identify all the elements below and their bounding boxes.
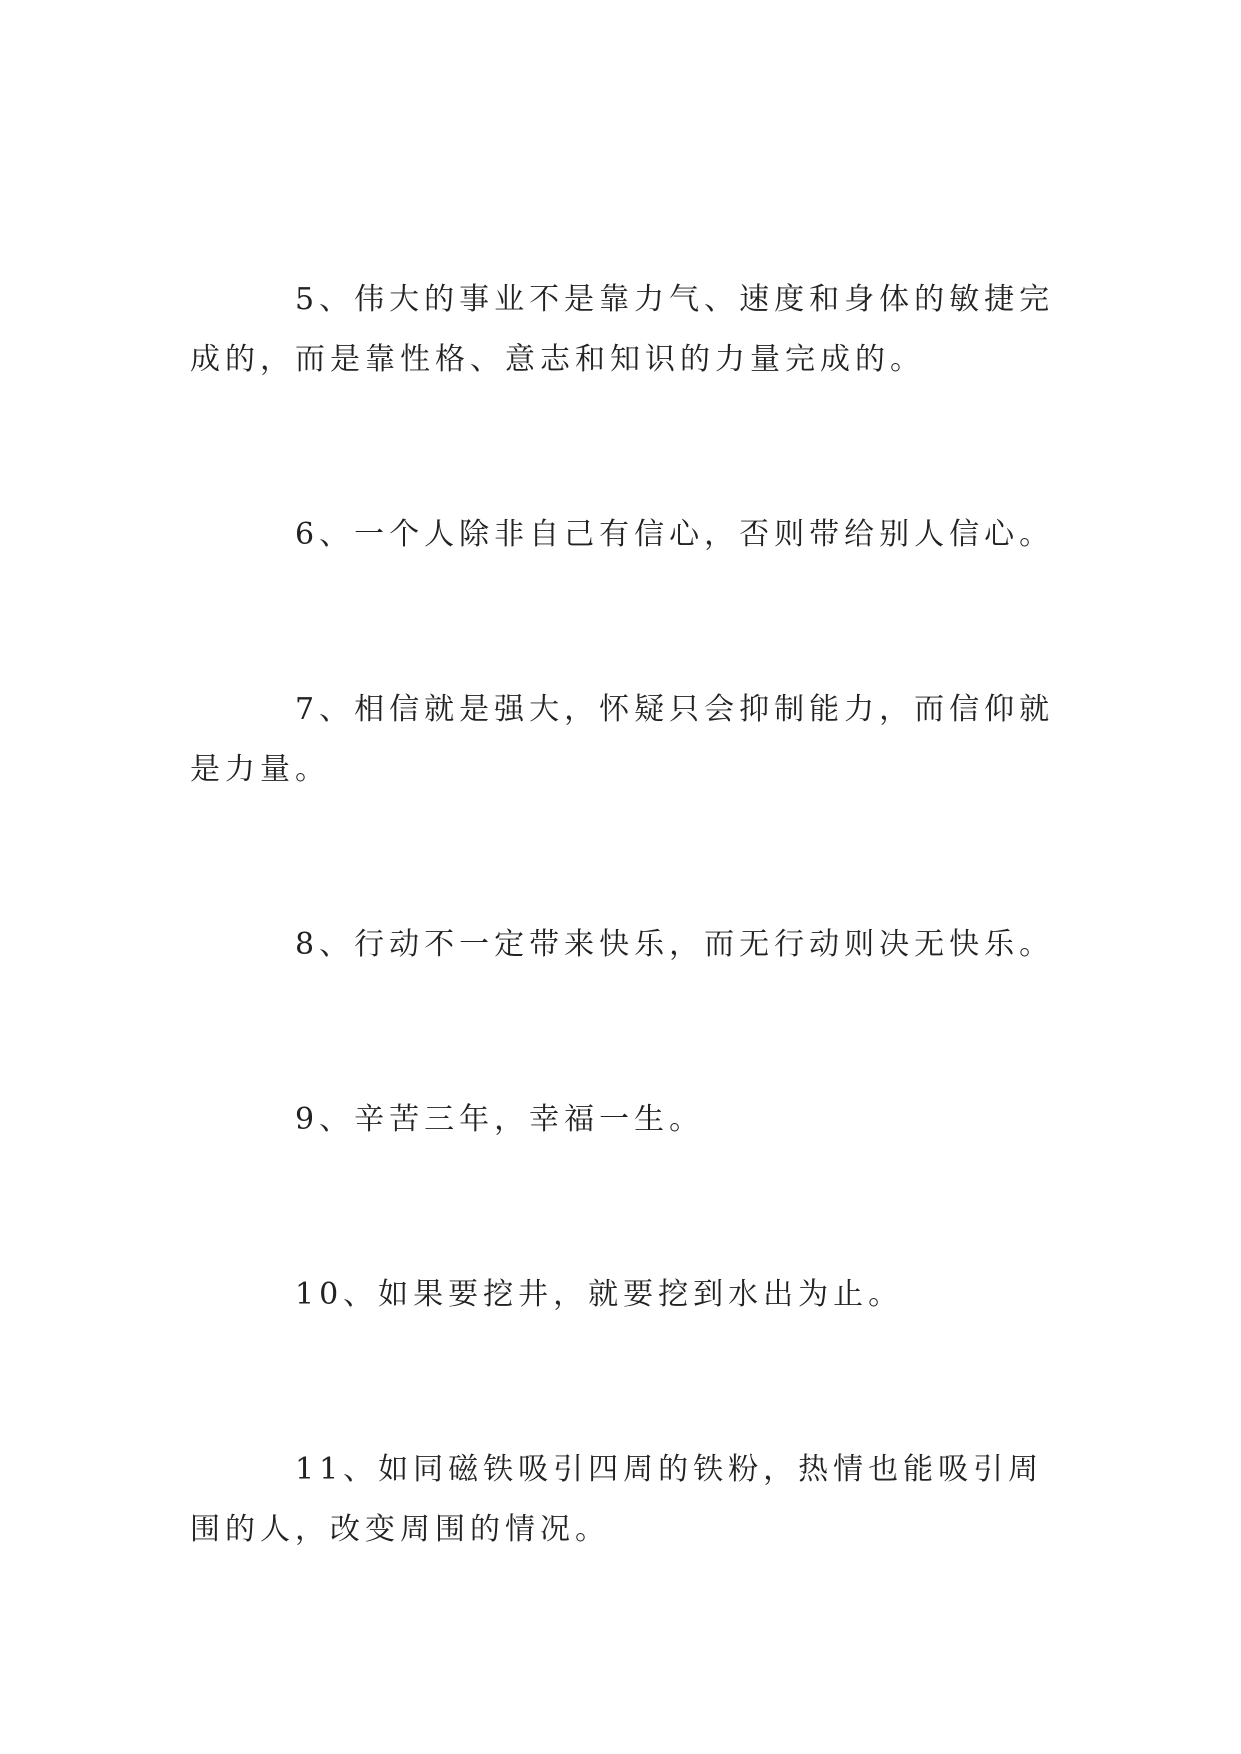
- quote-paragraph-10: 10、如果要挖井，就要挖到水出为止。: [295, 1277, 904, 1312]
- quote-paragraph-11: 11、如同磁铁吸引四周的铁粉，热情也能吸引周围的人，改变周围的情况。: [190, 1452, 1044, 1547]
- quote-paragraph-5: 5、伟大的事业不是靠力气、速度和身体的敏捷完成的，而是靠性格、意志和知识的力量完成的。: [190, 282, 1055, 377]
- quote-paragraph-6: 6、一个人除非自己有信心，否则带给别人信心。: [295, 517, 1055, 552]
- quote-paragraph-7: 7、相信就是强大，怀疑只会抑制能力，而信仰就是力量。: [190, 692, 1055, 787]
- quote-paragraph-9: 9、辛苦三年，幸福一生。: [295, 1102, 705, 1137]
- quote-paragraph-8: 8、行动不一定带来快乐，而无行动则决无快乐。: [295, 927, 1055, 962]
